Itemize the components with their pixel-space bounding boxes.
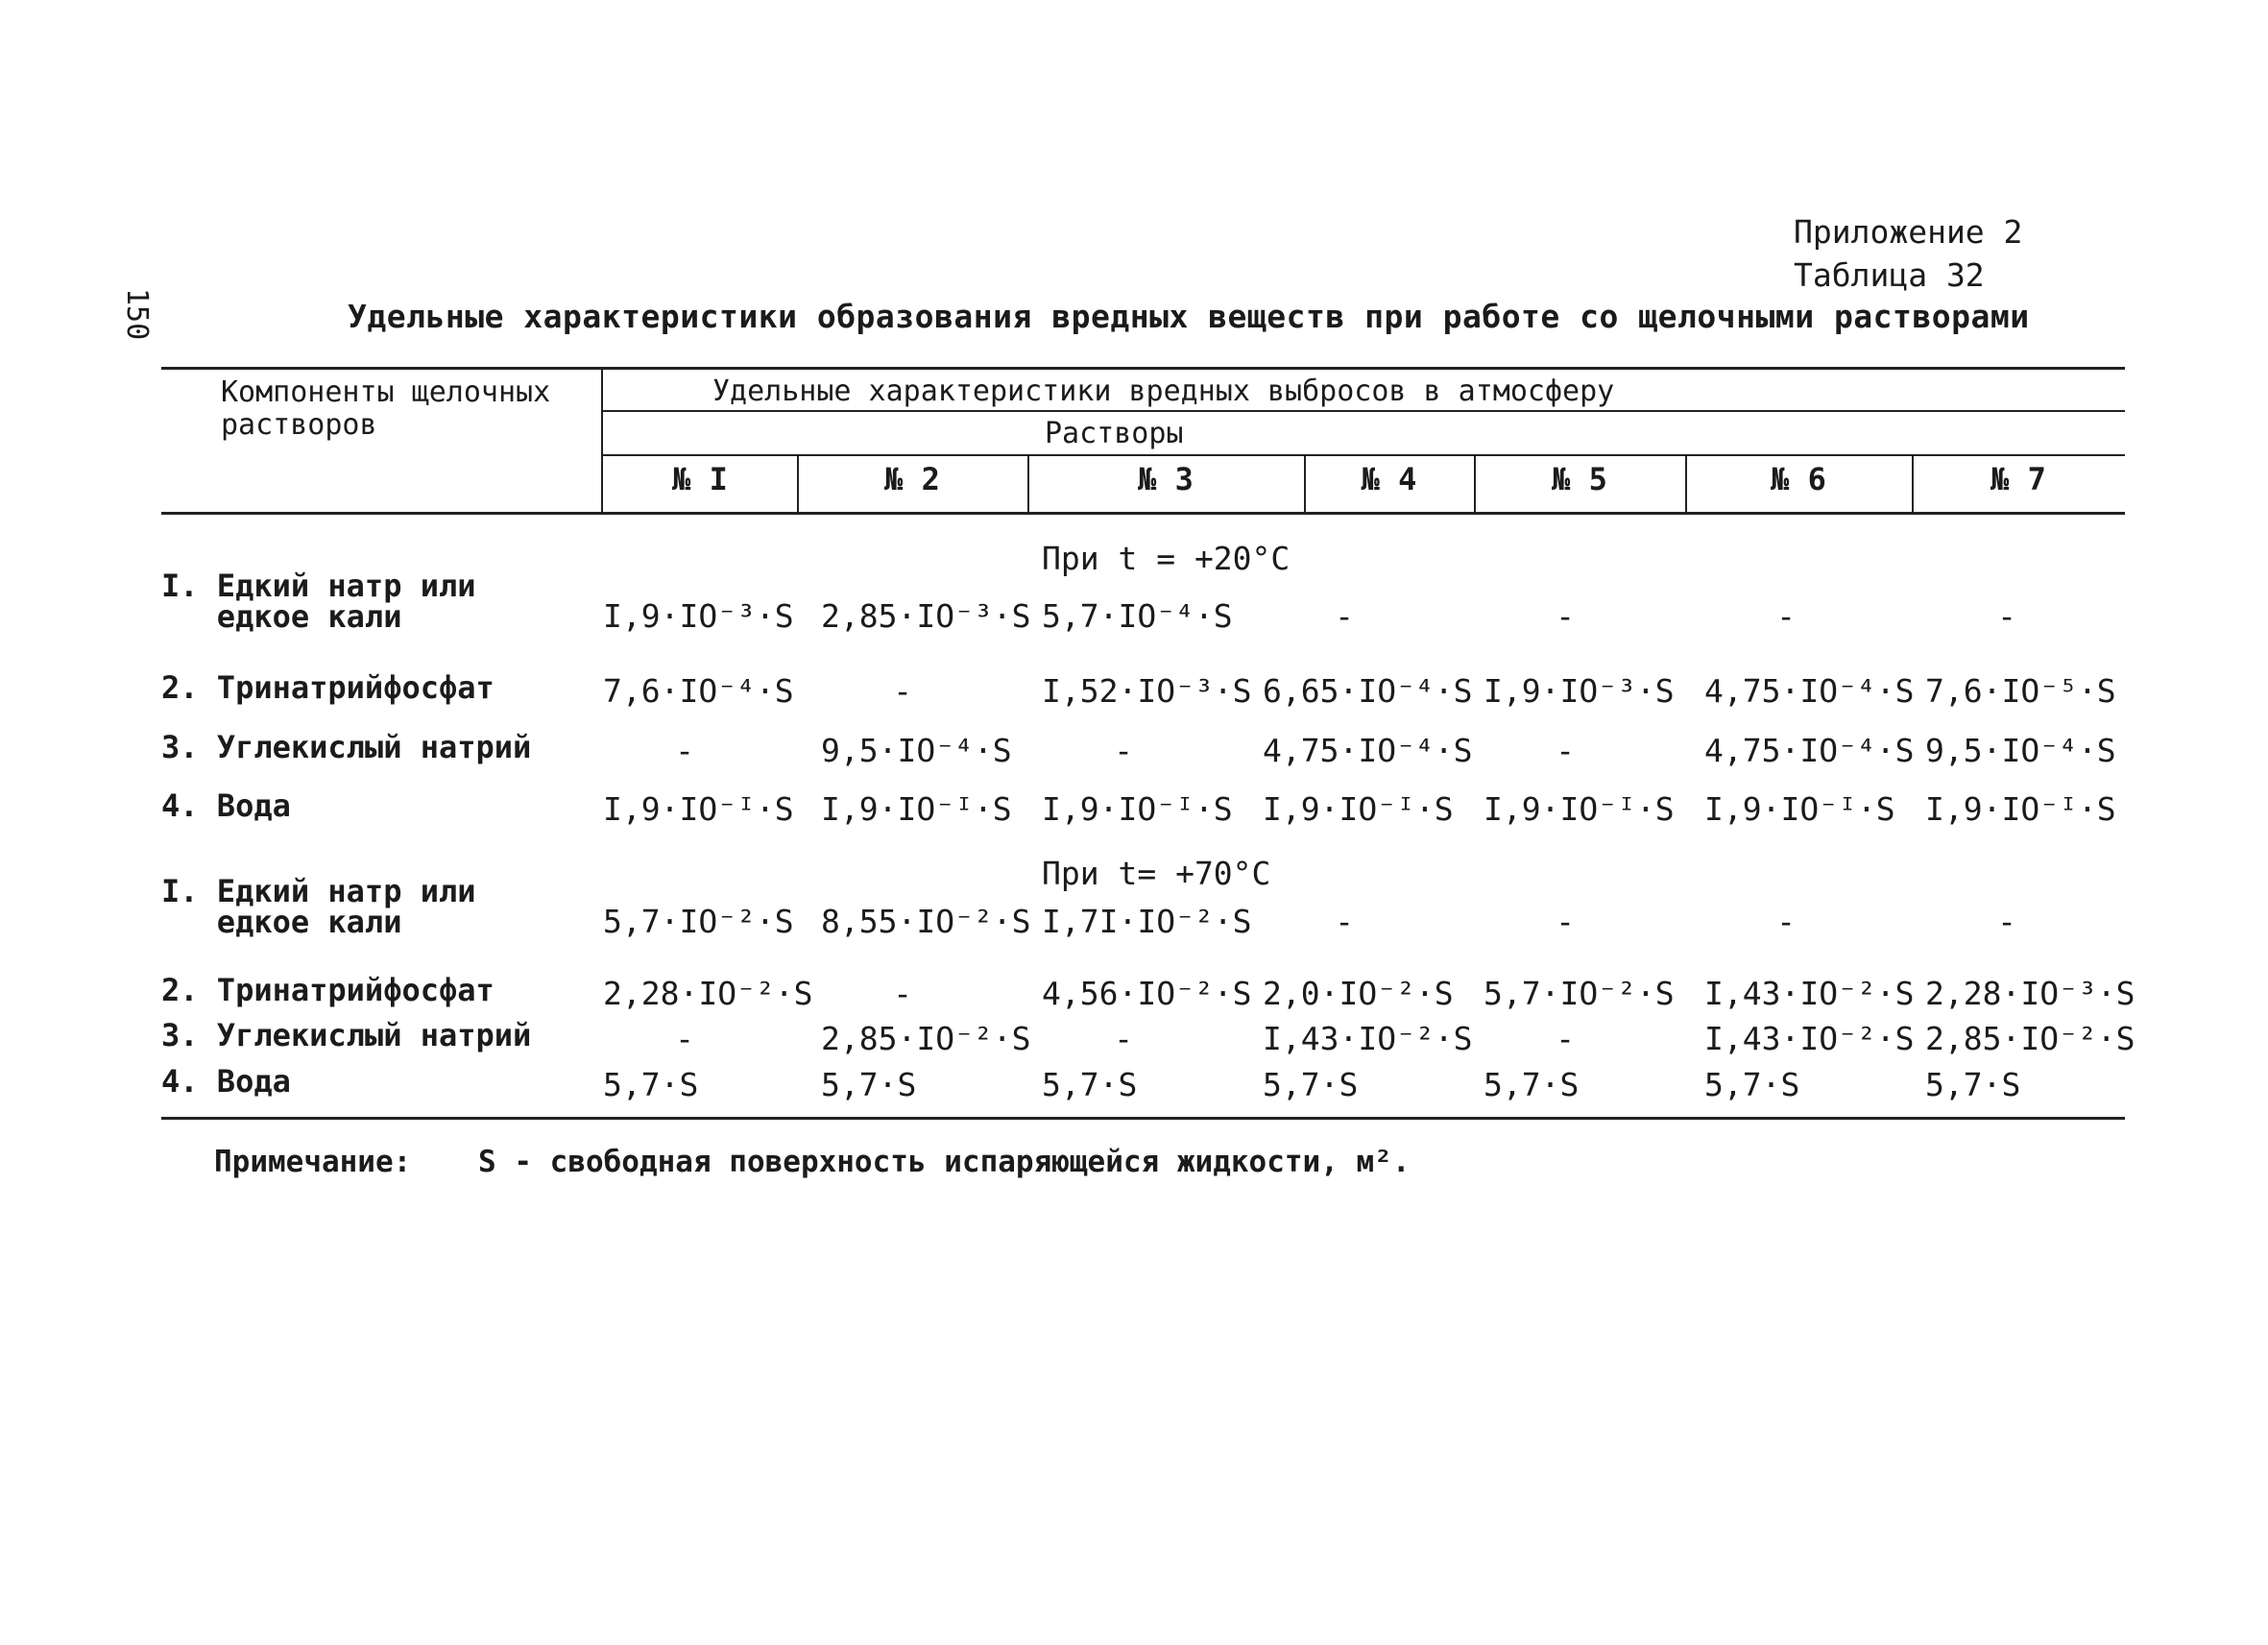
table-title: Удельные характеристики образования вредных веществ при работе со щелочными растворами	[348, 298, 2030, 335]
table-cell: I,9·IO⁻ᴵ·S	[1263, 790, 1454, 828]
table-cell: 5,7·IO⁻⁴·S	[1042, 597, 1233, 635]
table-cell: I,52·IO⁻³·S	[1042, 672, 1252, 710]
column-header-2: № 2	[884, 461, 940, 497]
table-cell: 2,0·IO⁻²·S	[1263, 975, 1454, 1012]
header-components: Компоненты щелочных растворов	[221, 375, 551, 442]
table-cell: 4,75·IO⁻⁴·S	[1704, 732, 1915, 769]
table-cell: -	[1114, 1020, 1133, 1057]
table-cell: I,9·IO⁻ᴵ·S	[821, 790, 1012, 828]
table-cell: 5,7·IO⁻²·S	[1484, 975, 1675, 1012]
table-cell: 8,55·IO⁻²·S	[821, 903, 1031, 940]
table-cell: -	[1335, 597, 1354, 635]
table-cell: I,9·IO⁻³·S	[1484, 672, 1675, 710]
row-label: 2. Тринатрийфосфат	[161, 669, 495, 706]
column-header-7: № 7	[1991, 461, 2046, 497]
table-cell: -	[893, 975, 912, 1012]
row-label: 3. Углекислый натрий	[161, 1017, 532, 1053]
header-rule-1	[603, 410, 2125, 412]
header-bottom-rule	[161, 512, 2125, 515]
table-cell: 7,6·IO⁻⁵·S	[1925, 672, 2116, 710]
row-label: I. Едкий натр или едкое кали	[161, 873, 476, 940]
table-cell: I,9·IO⁻ᴵ·S	[1042, 790, 1233, 828]
table-cell: I,43·IO⁻²·S	[1704, 975, 1915, 1012]
table-cell: I,43·IO⁻²·S	[1704, 1020, 1915, 1057]
table-cell: 5,7·S	[1042, 1066, 1138, 1103]
column-header-4: № 4	[1361, 461, 1417, 497]
table-cell: 2,28·IO⁻³·S	[1925, 975, 2135, 1012]
table-label: Таблица 32	[1794, 256, 1985, 294]
bottom-rule	[161, 1117, 2125, 1120]
row-label: 3. Углекислый натрий	[161, 729, 532, 765]
table-cell: 5,7·IO⁻²·S	[603, 903, 794, 940]
note-label: Примечание:	[214, 1145, 412, 1179]
column-header-3: № 3	[1138, 461, 1194, 497]
row-label: 4. Вода	[161, 787, 291, 824]
table-cell: 2,85·IO⁻²·S	[821, 1020, 1031, 1057]
table-cell: -	[1556, 732, 1575, 769]
table-cell: I,9·IO⁻ᴵ·S	[1484, 790, 1675, 828]
table-cell: -	[675, 1020, 694, 1057]
table-cell: I,9·IO⁻ᴵ·S	[603, 790, 794, 828]
table-cell: I,9·IO⁻³·S	[603, 597, 794, 635]
header-emissions: Удельные характеристики вредных выбросов в атмосферу	[712, 375, 1615, 408]
table-cell: 5,7·S	[1484, 1066, 1580, 1103]
appendix-label: Приложение 2	[1794, 213, 2023, 251]
table-cell: 5,7·S	[821, 1066, 917, 1103]
table-cell: 9,5·IO⁻⁴·S	[821, 732, 1012, 769]
table-cell: -	[675, 732, 694, 769]
column-header-5: № 5	[1552, 461, 1607, 497]
table-cell: 2,85·IO⁻²·S	[1925, 1020, 2135, 1057]
table-cell: 5,7·S	[603, 1066, 699, 1103]
page-number: 150	[120, 288, 154, 341]
table-cell: 5,7·S	[1263, 1066, 1359, 1103]
column-header-1: № I	[672, 461, 728, 497]
table-cell: 4,56·IO⁻²·S	[1042, 975, 1252, 1012]
table-cell: 5,7·S	[1925, 1066, 2021, 1103]
table-cell: 2,85·IO⁻³·S	[821, 597, 1031, 635]
table-cell: 9,5·IO⁻⁴·S	[1925, 732, 2116, 769]
row-label: 2. Тринатрийфосфат	[161, 972, 495, 1008]
table-cell: 4,75·IO⁻⁴·S	[1704, 672, 1915, 710]
row-label: 4. Вода	[161, 1063, 291, 1100]
note-text: S - свободная поверхность испаряющейся жидкости, м².	[478, 1145, 1411, 1179]
table-cell: I,7I·IO⁻²·S	[1042, 903, 1252, 940]
table-cell: I,9·IO⁻ᴵ·S	[1704, 790, 1895, 828]
table-cell: -	[1114, 732, 1133, 769]
table-cell: I,43·IO⁻²·S	[1263, 1020, 1473, 1057]
column-header-6: № 6	[1771, 461, 1826, 497]
table-cell: 2,28·IO⁻²·S	[603, 975, 813, 1012]
table-cell: 5,7·S	[1704, 1066, 1800, 1103]
top-rule	[161, 367, 2125, 370]
section-label: При t = +20°C	[1042, 540, 1291, 577]
table-cell: -	[1997, 597, 2016, 635]
section-label: При t= +70°C	[1042, 855, 1271, 892]
table-cell: -	[1556, 903, 1575, 940]
table-cell: 6,65·IO⁻⁴·S	[1263, 672, 1473, 710]
table-cell: -	[893, 672, 912, 710]
table-cell: I,9·IO⁻ᴵ·S	[1925, 790, 2116, 828]
header-rule-2	[603, 454, 2125, 456]
table-cell: -	[1556, 597, 1575, 635]
header-solutions: Растворы	[1045, 417, 1184, 450]
table-cell: -	[1335, 903, 1354, 940]
table-cell: -	[1997, 903, 2016, 940]
table-cell: 7,6·IO⁻⁴·S	[603, 672, 794, 710]
table-cell: 4,75·IO⁻⁴·S	[1263, 732, 1473, 769]
table-cell: -	[1776, 903, 1796, 940]
table-cell: -	[1556, 1020, 1575, 1057]
table-cell: -	[1776, 597, 1796, 635]
row-label: I. Едкий натр или едкое кали	[161, 568, 476, 635]
